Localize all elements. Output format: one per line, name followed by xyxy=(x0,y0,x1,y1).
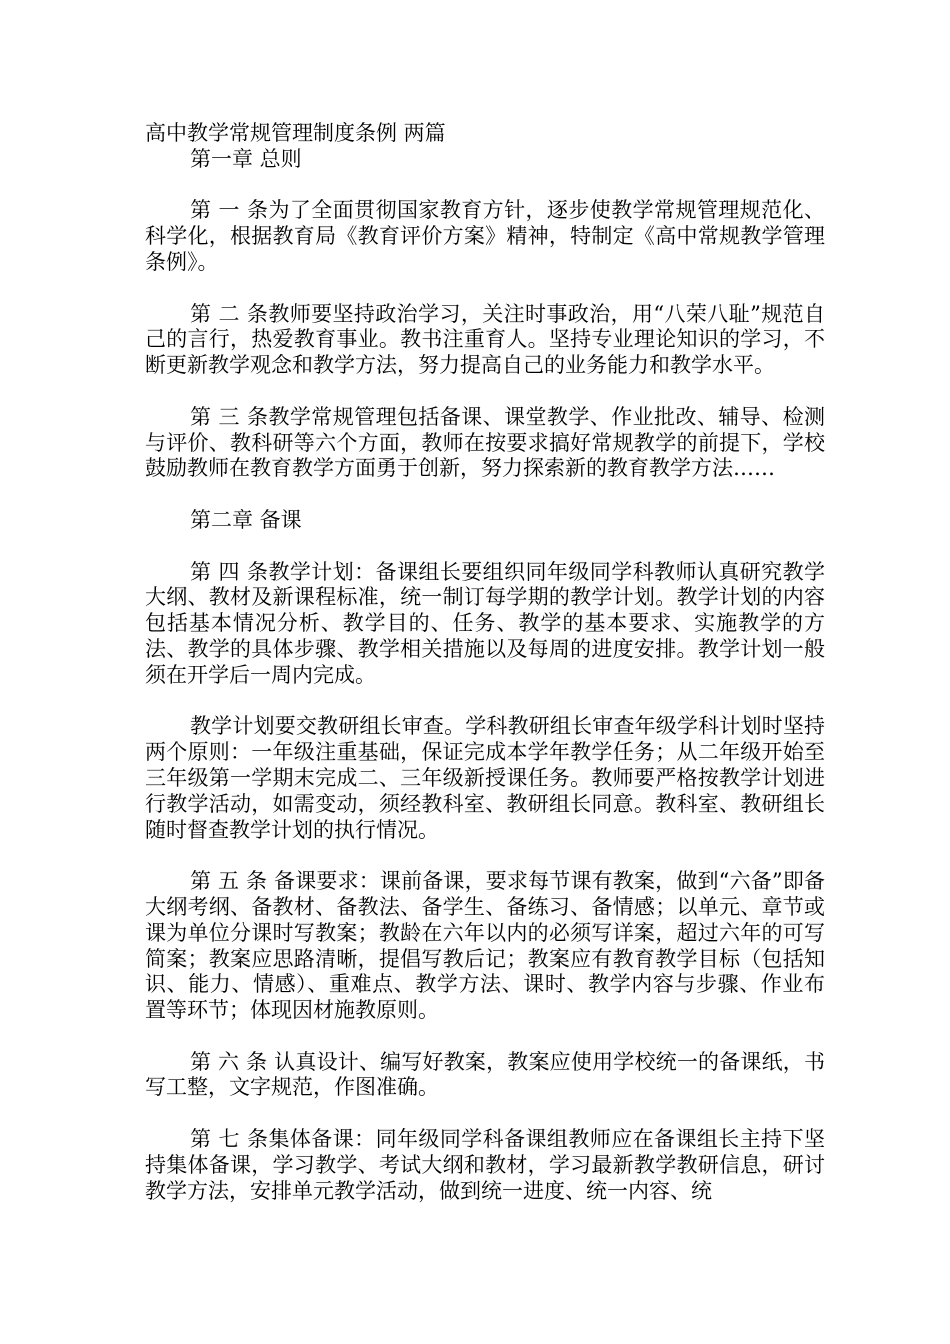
article-4-continued: 教学计划要交教研组长审查。学科教研组长审查年级学科计划时坚持两个原则：一年级注重基础，保证完成本学年教学任务；从二年级开始至三年级第一学期末完成二、三年级新授课任务。教师要严格按教学计划进行教学活动，如需变动，须经教科室、教研组长同意。教科室、教研组长随时督查教学计划的执行情况。 xyxy=(145,714,825,842)
spacer xyxy=(145,482,825,508)
spacer xyxy=(145,534,825,560)
article-3: 第 三 条教学常规管理包括备课、课堂教学、作业批改、辅导、检测与评价、教科研等六个方面，教师在按要求搞好常规教学的前提下，学校鼓励教师在教育教学方面勇于创新，努力探索新的教育教学方法…… xyxy=(145,404,825,481)
chapter-2-heading: 第二章 备课 xyxy=(190,507,302,532)
article-5: 第 五 条 备课要求：课前备课，要求每节课有教案，做到“六备”即备大纲考纲、备教材、备教法、备学生、备练习、备情感；以单元、章节或课为单位分课时写教案；教龄在六年以内的必须写详案，超过六年的可写简案；教案应思路清晰，提倡写教后记；教案应有教育教学目标（包括知识、能力、情感）、重难点、教学方法、课时、教学内容与步骤、作业布置等环节；体现因材施教原则。 xyxy=(145,869,825,1023)
article-1: 第 一 条为了全面贯彻国家教育方针，逐步使教学常规管理规范化、科学化，根据教育局《教育评价方案》精神，特制定《高中常规教学管理条例》。 xyxy=(145,198,825,274)
article-4: 第 四 条教学计划：备课组长要组织同年级同学科教师认真研究教学大纲、教材及新课程标准，统一制订每学期的教学计划。教学计划的内容包括基本情况分析、教学目的、任务、教学的基本要求、实施教学的方法、教学的具体步骤、教学相关措施以及每周的进度安排。教学计划一般须在开学后一周内完成。 xyxy=(145,559,825,687)
document-title: 高中教学常规管理制度条例 两篇 xyxy=(145,121,446,145)
document-body xyxy=(145,121,825,1204)
article-2: 第 二 条教师要坚持政治学习，关注时事政治，用“八荣八耻”规范自己的言行，热爱教育事业。教书注重育人。坚持专业理论知识的学习，不断更新教学观念和教学方法，努力提高自己的业务能力和教学水平。 xyxy=(145,301,825,378)
spacer xyxy=(145,379,825,405)
article-7: 第 七 条集体备课：同年级同学科备课组教师应在备课组长主持下坚持集体备课，学习教学、考试大纲和教材，学习最新教学教研信息，研讨教学方法，安排单元教学活动，做到统一进度、统一内容、统 xyxy=(145,1127,825,1203)
chapter-1-heading: 第一章 总则 xyxy=(190,146,302,171)
article-6: 第 六 条 认真设计、编写好教案，教案应使用学校统一的备课纸，书写工整，文字规范，作图准确。 xyxy=(145,1049,825,1100)
spacer xyxy=(145,276,825,302)
spacer xyxy=(145,173,825,199)
spacer xyxy=(145,689,825,715)
spacer xyxy=(145,1101,825,1127)
spacer xyxy=(145,843,825,869)
spacer xyxy=(145,1024,825,1050)
